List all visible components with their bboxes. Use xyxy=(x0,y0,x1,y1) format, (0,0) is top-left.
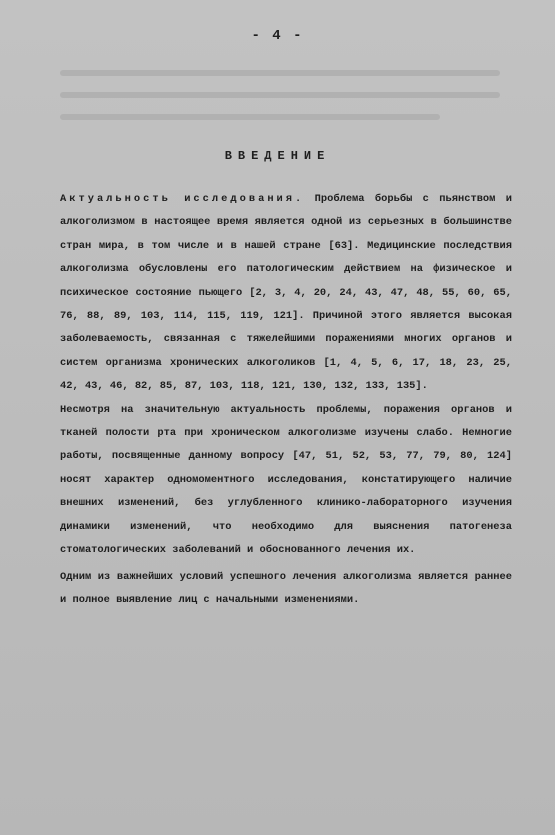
paragraph-3 xyxy=(60,566,512,613)
bleed-through-line xyxy=(60,114,440,120)
bleed-through-line xyxy=(60,92,500,98)
bleed-through-line xyxy=(60,70,500,76)
section-heading: ВВЕДЕНИЕ xyxy=(224,149,331,163)
paragraph-2 xyxy=(60,399,512,563)
paragraph-text: Одним из важнейших условий успешного лечения алкоголизма является раннее и полное выявление лиц с начальными изменениями. xyxy=(60,570,512,606)
page-number: - 4 - xyxy=(251,28,304,44)
paragraph-text: Проблема борьбы с пьянством и алкоголизмом в настоящее время является одной из серьезных в большинстве стран мира, в том числе и в нашей стране [63]. Медицинские последствия алкоголизма обусловлены его патологическим действием на физическое и психическое состояние пьющего [2, 3, 4, 20, 24, 43, 47, 48, 55, 60, 65, 76, 88, 89, 103, 114, 115, 119, 121]. Причиной этого является высокая заболеваемость, связанная с тяжелейшими поражениями многих органов и систем организма хронических алкоголиков [1, 4, 5, 6, 17, 18, 23, 25, 42, 43, 46, 82, 85, 87, 103, 118, 121, 130, 132, 133, 135]. xyxy=(60,193,513,393)
paragraph-1 xyxy=(60,188,512,399)
paragraph-lead: Актуальность исследования. xyxy=(60,193,305,205)
body-text xyxy=(60,188,512,612)
paragraph-text: Несмотря на значительную актуальность проблемы, поражения органов и тканей полости рта при хроническом алкоголизме изучены слабо. Немногие работы, посвященные данному вопросу [47, 51, 52, 53, 77, 79, 80, 124] носят характер одномоментного исследования, констатирующего наличие внешних изменений, без углубленного клинико-лабораторного изучения динамики изменений, что необходимо для выяснения патогенеза стоматологических заболеваний и обоснованного лечения их. xyxy=(60,403,512,557)
